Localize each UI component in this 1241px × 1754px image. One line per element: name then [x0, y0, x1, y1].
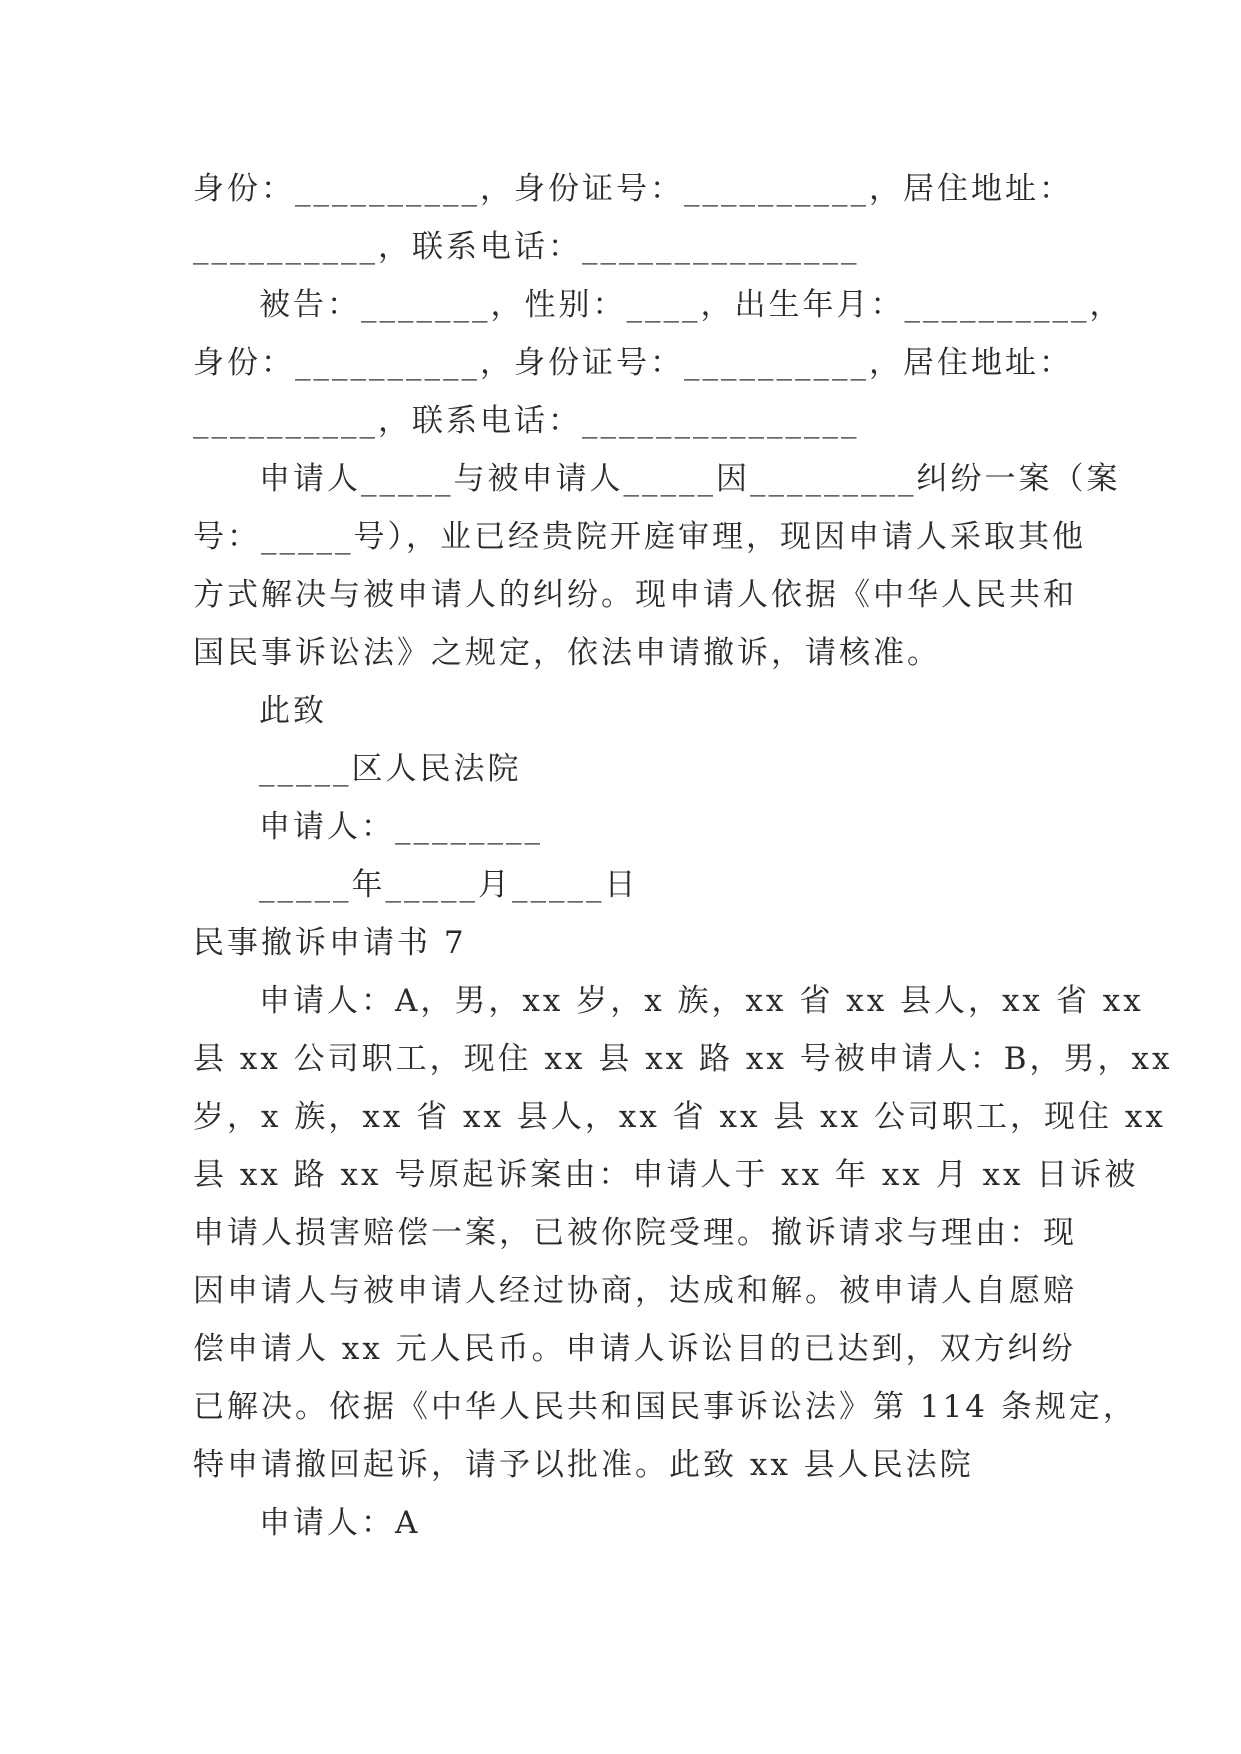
- text-line: 方式解决与被申请人的纠纷。现申请人依据《中华人民共和: [193, 577, 1077, 613]
- text-line: 申请人_____与被申请人_____因_________纠纷一案（案: [259, 461, 1121, 497]
- text-line: 国民事诉讼法》之规定，依法申请撤诉，请核准。: [193, 635, 941, 671]
- text-line: 已解决。依据《中华人民共和国民事诉讼法》第 114 条规定，: [193, 1389, 1137, 1425]
- court-name: _____区人民法院: [259, 751, 522, 787]
- applicant-signature: 申请人：________: [259, 809, 543, 845]
- text-line: 因申请人与被申请人经过协商，达成和解。被申请人自愿赔: [193, 1273, 1077, 1309]
- text-line: __________，联系电话：_______________: [193, 229, 860, 265]
- document-page: [193, 160, 1173, 1552]
- text-line: 申请人：A，男，xx 岁，x 族，xx 省 xx 县人，xx 省 xx: [259, 983, 1144, 1019]
- text-line: 偿申请人 xx 元人民币。申请人诉讼目的已达到，双方纠纷: [193, 1331, 1076, 1367]
- section-title: 民事撤诉申请书 7: [193, 925, 467, 961]
- text-line: 县 xx 路 xx 号原起诉案由：申请人于 xx 年 xx 月 xx 日诉被: [193, 1157, 1139, 1193]
- text-line: 被告：_______，性别：____，出生年月：__________，: [259, 287, 1124, 323]
- text-line: 申请人损害赔偿一案，已被你院受理。撤诉请求与理由：现: [193, 1215, 1077, 1251]
- text-line: 号：_____号），业已经贵院开庭审理，现因申请人采取其他: [193, 519, 1086, 555]
- date-line: _____年_____月_____日: [259, 867, 639, 903]
- text-line: 特申请撤回起诉，请予以批准。此致 xx 县人民法院: [193, 1447, 974, 1483]
- text-line: 岁，x 族，xx 省 xx 县人，xx 省 xx 县 xx 公司职工，现住 xx: [193, 1099, 1166, 1135]
- text-line: 身份：__________，身份证号：__________，居住地址：: [193, 345, 1073, 381]
- text-line: 身份：__________，身份证号：__________，居住地址：: [193, 171, 1073, 207]
- text-line: __________，联系电话：_______________: [193, 403, 860, 439]
- text-line: 县 xx 公司职工，现住 xx 县 xx 路 xx 号被申请人：B，男，xx: [193, 1041, 1173, 1077]
- salutation: 此致: [259, 693, 327, 729]
- applicant-signature: 申请人：A: [259, 1505, 421, 1541]
